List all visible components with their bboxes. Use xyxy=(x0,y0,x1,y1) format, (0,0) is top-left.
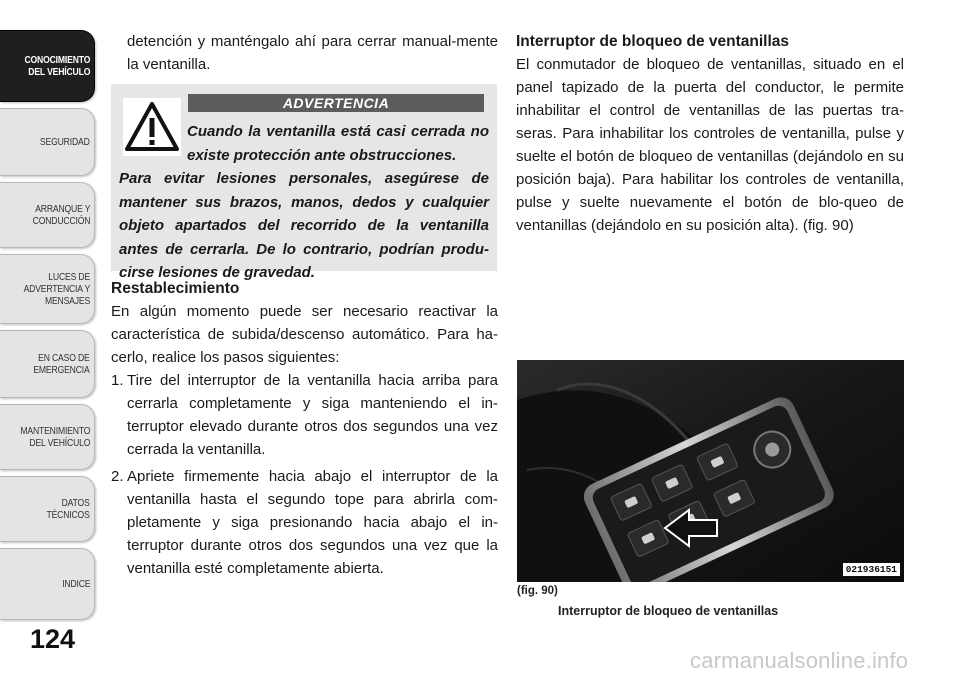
tab-en-caso-de-emergencia[interactable] xyxy=(0,330,95,398)
warning-title: ADVERTENCIA xyxy=(188,94,484,112)
tab-mantenimiento-del-vehiculo[interactable] xyxy=(0,404,95,470)
intro-paragraph: detención y manténgalo ahí para cerrar manual-mente la ventanilla. xyxy=(127,33,498,73)
restablecimiento-section xyxy=(111,277,498,584)
figure-caption: Interruptor de bloqueo de ventanillas xyxy=(558,604,779,618)
page-number: 124 xyxy=(30,624,76,654)
tab-label: SEGURIDAD xyxy=(40,136,90,148)
list-item xyxy=(111,465,498,580)
warning-body: Para evitar lesiones personales, asegúrese de mantener sus brazos, manos, dedos y cualquier objeto apartados del recorrido de la ventanilla antes de cerrarla. De lo contrario, podrían produ-cirse lesiones de gravedad. xyxy=(119,170,489,281)
chapter-sidebar xyxy=(0,0,97,678)
warning-lead: Cuando la ventanilla está casi cerrada no existe protección ante obstrucciones. xyxy=(187,123,489,164)
step-number: 1. xyxy=(111,372,124,389)
tab-label: LUCES DE ADVERTENCIA Y MENSAJES xyxy=(23,271,90,307)
tab-conocimiento-del-vehiculo[interactable] xyxy=(0,30,95,102)
section-heading: Interruptor de bloqueo de ventanillas xyxy=(516,33,790,50)
tab-luces-de-advertencia[interactable] xyxy=(0,254,95,324)
step-number: 2. xyxy=(111,468,124,485)
section-paragraph: En algún momento puede ser necesario reactivar la característica de subida/descenso automático. Para ha-cerlo, realice los pasos siguientes: xyxy=(111,303,498,366)
warning-text xyxy=(119,120,489,285)
right-column xyxy=(516,30,904,237)
tab-label: CONOCIMIENTO DEL VEHÍCULO xyxy=(24,54,90,78)
steps-list xyxy=(111,369,498,580)
tab-indice[interactable] xyxy=(0,548,95,620)
section-heading: Restablecimiento xyxy=(111,280,240,297)
step-text: Tire del interruptor de la ventanilla hacia arriba para cerrarla completamente y siga manteniendo el in-terruptor elevado durante otros dos segundos una vez cerrada la ventanilla. xyxy=(127,372,498,458)
tab-label: INDICE xyxy=(61,578,90,590)
watermark[interactable]: carmanualsonline.info xyxy=(690,648,909,673)
tab-datos-tecnicos[interactable] xyxy=(0,476,95,542)
tab-label: EN CASO DE EMERGENCIA xyxy=(33,352,90,376)
figure-photo xyxy=(517,360,904,582)
list-item xyxy=(111,369,498,461)
section-paragraph: El conmutador de bloqueo de ventanillas, situado en el panel tapizado de la puerta del conductor, le permite inhabilitar el control de ventanillas de las puertas tra-seras. Para inhabilitar los controles de ventanilla, pulse y suelte el botón de bloqueo de ventanillas (dejándolo en su posición baja). Para habilitar los controles de ventanilla, pulse y suelte nuevamente el botón de blo-queo de ventanillas (dejándolo en su posición alta). (fig. 90) xyxy=(516,56,904,234)
tab-arranque-y-conduccion[interactable] xyxy=(0,182,95,248)
left-column xyxy=(111,30,498,76)
step-text: Apriete firmemente hacia abajo el interruptor de la ventanilla hasta el segundo tope para abrirla com-pletamente y siga presionando hacia abajo el in-terruptor durante otros dos segundos una vez que la ventanilla esté completamente abierta. xyxy=(127,468,498,577)
tab-seguridad[interactable] xyxy=(0,108,95,176)
tab-label: ARRANQUE Y CONDUCCIÓN xyxy=(32,203,90,227)
warning-box xyxy=(111,84,497,281)
figure-reference: (fig. 90) xyxy=(517,585,558,597)
tab-label: DATOS TÉCNICOS xyxy=(46,497,90,521)
figure-code: 021936151 xyxy=(843,563,900,576)
tab-label: MANTENIMIENTO DEL VEHÍCULO xyxy=(20,425,90,449)
window-switch-panel-photo xyxy=(517,360,904,582)
